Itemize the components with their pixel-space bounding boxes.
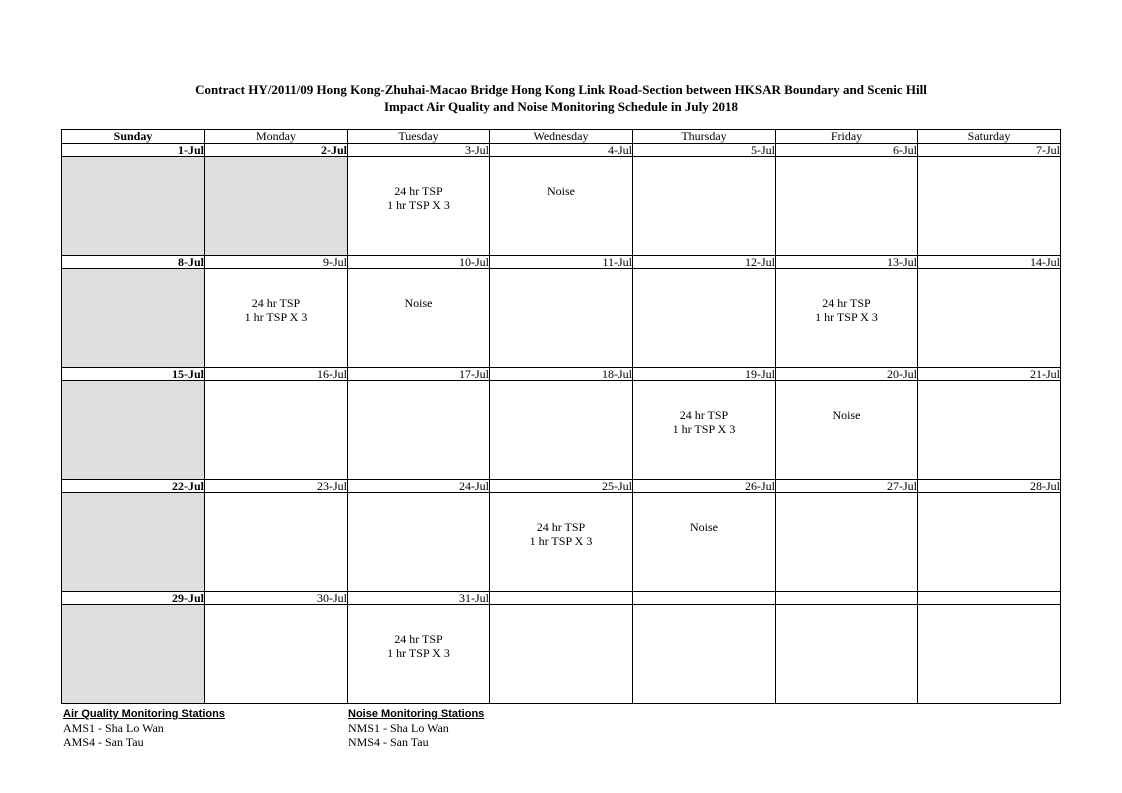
monitoring-item: 1 hr TSP X 3 <box>815 310 878 324</box>
monitoring-entry <box>348 269 489 310</box>
monitoring-item: 24 hr TSP <box>822 296 871 310</box>
day-cell <box>62 381 205 480</box>
weekday-header: Monday <box>205 130 348 144</box>
air-quality-legend <box>63 707 225 749</box>
date-cell: 9-Jul <box>205 256 348 269</box>
day-cell <box>918 381 1061 480</box>
monitoring-item: 24 hr TSP <box>679 408 729 422</box>
date-cell: 23-Jul <box>205 480 348 493</box>
air-quality-station: AMS1 - Sha Lo Wan <box>63 721 164 735</box>
day-cell <box>776 157 918 256</box>
day-cell <box>490 493 633 592</box>
date-cell: 14-Jul <box>918 256 1061 269</box>
date-cell: 24-Jul <box>348 480 490 493</box>
day-cell <box>205 605 348 704</box>
monitoring-entry <box>776 269 917 324</box>
date-cell: 13-Jul <box>776 256 918 269</box>
noise-station: NMS1 - Sha Lo Wan <box>348 721 449 735</box>
day-cell <box>490 269 633 368</box>
date-cell: 26-Jul <box>633 480 776 493</box>
monitoring-item: 1 hr TSP X 3 <box>529 534 593 548</box>
date-cell: 27-Jul <box>776 480 918 493</box>
date-cell: 15-Jul <box>62 368 205 381</box>
date-cell: 28-Jul <box>918 480 1061 493</box>
date-cell: 22-Jul <box>62 480 205 493</box>
day-cell <box>490 605 633 704</box>
monitoring-item: 1 hr TSP X 3 <box>387 198 450 212</box>
date-cell <box>918 592 1061 605</box>
monitoring-entry <box>205 269 347 324</box>
monitoring-item: Noise <box>832 408 861 422</box>
day-cell <box>776 605 918 704</box>
date-row <box>62 256 1061 269</box>
monitoring-entry <box>633 381 775 436</box>
day-cell <box>633 493 776 592</box>
date-cell: 21-Jul <box>918 368 1061 381</box>
schedule-row <box>62 605 1061 704</box>
weekday-header-row <box>62 130 1061 144</box>
date-cell: 1-Jul <box>62 144 205 157</box>
date-cell: 16-Jul <box>205 368 348 381</box>
monitoring-item: 24 hr TSP <box>394 184 443 198</box>
monitoring-entry <box>490 493 632 548</box>
day-cell <box>348 381 490 480</box>
monitoring-item: 1 hr TSP X 3 <box>672 422 736 436</box>
date-row <box>62 480 1061 493</box>
monitoring-item: 24 hr TSP <box>251 296 301 310</box>
schedule-row <box>62 493 1061 592</box>
day-cell <box>205 157 348 256</box>
day-cell <box>348 269 490 368</box>
date-cell: 19-Jul <box>633 368 776 381</box>
air-quality-station: AMS4 - San Tau <box>63 735 144 749</box>
date-cell: 2-Jul <box>205 144 348 157</box>
day-cell <box>633 381 776 480</box>
day-cell <box>918 493 1061 592</box>
day-cell <box>205 493 348 592</box>
weekday-header: Tuesday <box>348 130 490 144</box>
monitoring-entry <box>776 381 917 422</box>
monitoring-item: Noise <box>547 184 575 198</box>
date-cell: 18-Jul <box>490 368 633 381</box>
schedule-row <box>62 157 1061 256</box>
document-subtitle: Impact Air Quality and Noise Monitoring Schedule in July 2018 <box>383 99 739 114</box>
weekday-header: Thursday <box>633 130 776 144</box>
date-cell: 7-Jul <box>918 144 1061 157</box>
date-cell: 10-Jul <box>348 256 490 269</box>
monitoring-item: 24 hr TSP <box>394 632 443 646</box>
date-cell <box>633 592 776 605</box>
date-cell: 5-Jul <box>633 144 776 157</box>
day-cell <box>62 269 205 368</box>
date-cell: 31-Jul <box>348 592 490 605</box>
day-cell <box>776 493 918 592</box>
date-cell: 30-Jul <box>205 592 348 605</box>
schedule-row <box>62 269 1061 368</box>
date-row <box>62 368 1061 381</box>
day-cell <box>62 605 205 704</box>
date-cell <box>490 592 633 605</box>
date-cell: 25-Jul <box>490 480 633 493</box>
date-cell <box>776 592 918 605</box>
date-cell: 12-Jul <box>633 256 776 269</box>
monitoring-item: 1 hr TSP X 3 <box>387 646 450 660</box>
weekday-header: Wednesday <box>490 130 633 144</box>
day-cell <box>348 493 490 592</box>
day-cell <box>62 493 205 592</box>
day-cell <box>490 381 633 480</box>
noise-legend <box>348 707 484 749</box>
day-cell <box>348 605 490 704</box>
date-cell: 29-Jul <box>62 592 205 605</box>
day-cell <box>205 269 348 368</box>
date-cell: 8-Jul <box>62 256 205 269</box>
schedule-row <box>62 381 1061 480</box>
date-cell: 17-Jul <box>348 368 490 381</box>
date-cell: 6-Jul <box>776 144 918 157</box>
date-cell: 3-Jul <box>348 144 490 157</box>
document-title: Contract HY/2011/09 Hong Kong-Zhuhai-Macao Bridge Hong Kong Link Road-Section between HKSAR Boundary and Scenic Hill <box>195 82 927 97</box>
weekday-header: Saturday <box>918 130 1061 144</box>
day-cell <box>490 157 633 256</box>
monitoring-item: Noise <box>404 296 433 310</box>
date-cell: 20-Jul <box>776 368 918 381</box>
monitoring-calendar <box>61 129 1061 704</box>
day-cell <box>633 157 776 256</box>
noise-station: NMS4 - San Tau <box>348 735 429 749</box>
day-cell <box>776 269 918 368</box>
day-cell <box>918 269 1061 368</box>
date-row <box>62 144 1061 157</box>
weekday-header: Sunday <box>62 130 205 144</box>
day-cell <box>776 381 918 480</box>
monitoring-entry <box>633 493 775 534</box>
day-cell <box>918 157 1061 256</box>
monitoring-item: 1 hr TSP X 3 <box>244 310 308 324</box>
date-row <box>62 592 1061 605</box>
monitoring-entry <box>490 157 632 198</box>
monitoring-entry <box>348 157 489 212</box>
monitoring-entry <box>348 605 489 660</box>
air-quality-legend-heading: Air Quality Monitoring Stations <box>63 708 225 720</box>
date-cell: 11-Jul <box>490 256 633 269</box>
day-cell <box>633 269 776 368</box>
monitoring-item: Noise <box>690 520 718 534</box>
monitoring-item: 24 hr TSP <box>536 520 586 534</box>
noise-legend-heading: Noise Monitoring Stations <box>348 708 485 720</box>
day-cell <box>633 605 776 704</box>
day-cell <box>918 605 1061 704</box>
date-cell: 4-Jul <box>490 144 633 157</box>
weekday-header: Friday <box>776 130 918 144</box>
day-cell <box>62 157 205 256</box>
day-cell <box>205 381 348 480</box>
day-cell <box>348 157 490 256</box>
